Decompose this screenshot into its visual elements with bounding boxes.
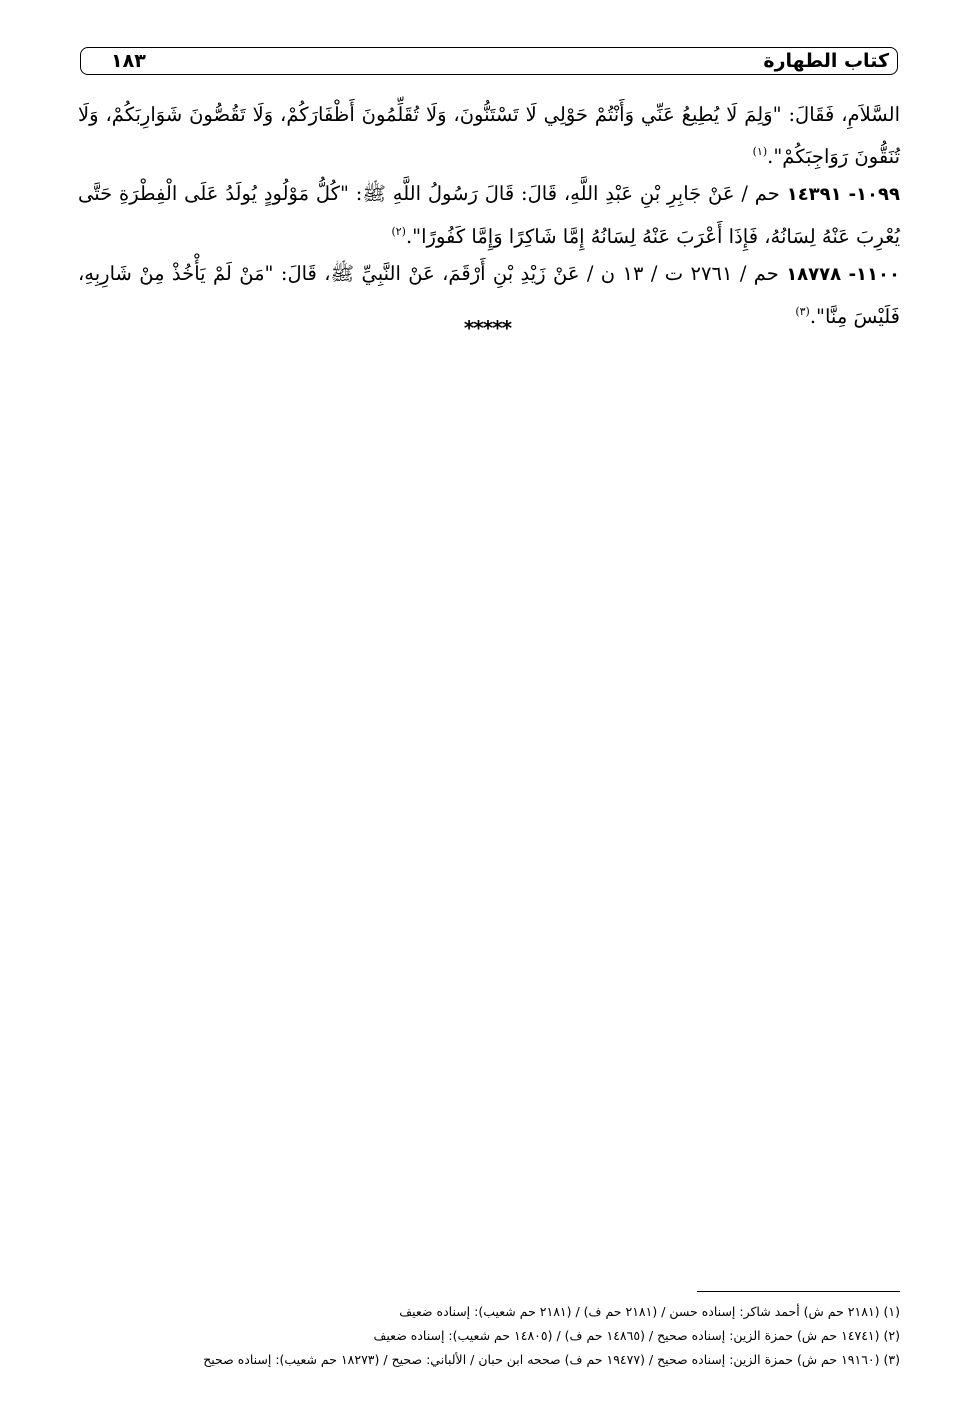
footnote-divider (697, 1291, 900, 1292)
section-separator: ***** (463, 316, 512, 340)
paragraph-continuation (78, 96, 900, 175)
page-number: ١٨٣ (111, 50, 146, 72)
book-title: كتاب الطهارة (763, 50, 889, 72)
footnote: (٢) (١٤٧٤١ حم ش) حمزة الزين: إسناده صحيح / (١٤٨٦٥ حم ف) / (١٤٨٠٥ حم شعيب): إسناده ضعيف (373, 1328, 900, 1343)
hadith-number: ١١٠٠- ١٨٧٧٨ (786, 264, 900, 285)
footnote-ref: (٢) (391, 225, 406, 238)
hadith-text: حم / عَنْ جَابِرِ بْنِ عَبْدِ اللَّهِ، قَالَ: قَالَ رَسُولُ اللَّهِ ﷺ: "كُلُّ مَوْلُودٍ يُولَدُ عَلَى الْفِطْرَةِ حَتَّى يُعْرِبَ عَنْهُ لِسَانُهُ، فَإِذَا أَعْرَبَ عَنْهُ لِسَانُهُ إِمَّا شَاكِرًا وَإِمَّا كَفُورًا". (78, 182, 900, 248)
footnotes (78, 1300, 900, 1372)
footnote-ref: (٣) (795, 305, 810, 318)
paragraph-text: السَّلاَمِ، فَقَالَ: "وَلِمَ لَا يُطِيعُ عَنِّي وَأَنْتُمْ حَوْلِي لَا تَسْتَنُّونَ، وَلَا تُقَلِّمُونَ أَظْفَارَكُمْ، وَلَا تَقُصُّونَ شَوَارِبَكُمْ، وَلَا تُنَقُّونَ رَوَاجِبَكُمْ". (78, 103, 900, 168)
footnote-ref: (١) (752, 145, 768, 158)
hadith-number: ١٠٩٩- ١٤٣٩١ (786, 184, 900, 205)
main-text (78, 96, 900, 335)
footnote: (١) (٢١٨١ حم ش) أحمد شاكر: إسناده حسن / (٢١٨١ حم ف) / (٢١٨١ حم شعيب): إسناده ضعيف (399, 1304, 900, 1319)
page-header (80, 47, 898, 75)
footnote: (٣) (١٩١٦٠ حم ش) حمزة الزين: إسناده صحيح / (١٩٤٧٧ حم ف) صححه ابن حبان / الألباني: صحيح / (١٨٢٧٣ حم شعيب): إسناده صحيح (203, 1352, 900, 1367)
hadith-1099 (78, 175, 900, 255)
hadith-text: حم / ٢٧٦١ ت / ١٣ ن / عَنْ زَيْدِ بْنِ أَرْقَمَ، عَنْ النَّبِيِّ ﷺ، قَالَ: "مَنْ لَمْ يَأْخُذْ مِنْ شَارِبِهِ، فَلَيْسَ مِنَّا". (78, 262, 900, 328)
